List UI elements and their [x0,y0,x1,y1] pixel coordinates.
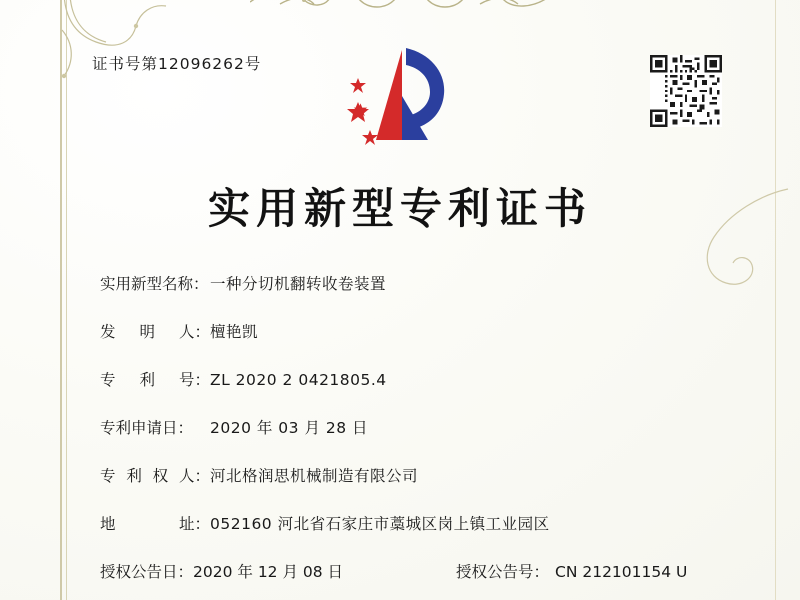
footer-row [100,560,740,582]
label-part: 址： [178,515,210,533]
field-row [100,272,740,320]
field-label-application-date: 专利申请日： [100,419,194,437]
page-title: 实用新型专利证书 [207,184,592,233]
label-part: 明 [139,323,155,341]
field-value-address: 052160 河北省石家庄市藁城区岗上镇工业园区 [210,515,550,533]
announcement-number-value: CN 212101154 U [555,563,688,581]
field-value-inventor: 檀艳凯 [210,323,259,341]
field-value-patent-number: ZL 2020 2 0421805.4 [210,371,387,389]
field-label-inventor [100,320,210,342]
field-row [100,464,740,512]
patent-office-logo-icon [340,42,460,152]
top-ornament-icon [250,0,550,14]
label-part: 人： [178,323,210,341]
field-value-application-date: 2020 年 03 月 28 日 [210,419,369,437]
field-label-patent-number [100,368,210,390]
certificate-number: 证书号第12096262号 [92,55,262,73]
label-part: 地 [100,515,116,533]
grant-date-label: 授权公告日： [100,563,194,581]
label-part: 权 [152,467,169,485]
field-label-patentee [100,464,210,486]
qr-code-icon [650,55,722,127]
announcement-number-group [456,563,687,581]
field-label-name: 实用新型名称： [100,275,209,293]
field-list [100,272,740,560]
field-row [100,368,740,416]
field-value-patentee: 河北格润思机械制造有限公司 [210,467,419,485]
field-row [100,416,740,464]
label-part: 利 [139,371,155,389]
label-part: 发 [100,323,116,341]
field-row [100,320,740,368]
field-value-name: 一种分切机翻转收卷装置 [210,275,387,293]
field-label-address [100,512,210,534]
field-row [100,512,740,560]
label-part: 利 [126,467,142,485]
announcement-number-label: 授权公告号： [455,563,549,581]
label-part: 专 [100,371,116,389]
label-part: 号： [178,371,210,389]
grant-date-value: 2020 年 12 月 08 日 [193,563,344,581]
label-part: 人： [178,467,210,485]
label-part: 专 [100,467,116,485]
